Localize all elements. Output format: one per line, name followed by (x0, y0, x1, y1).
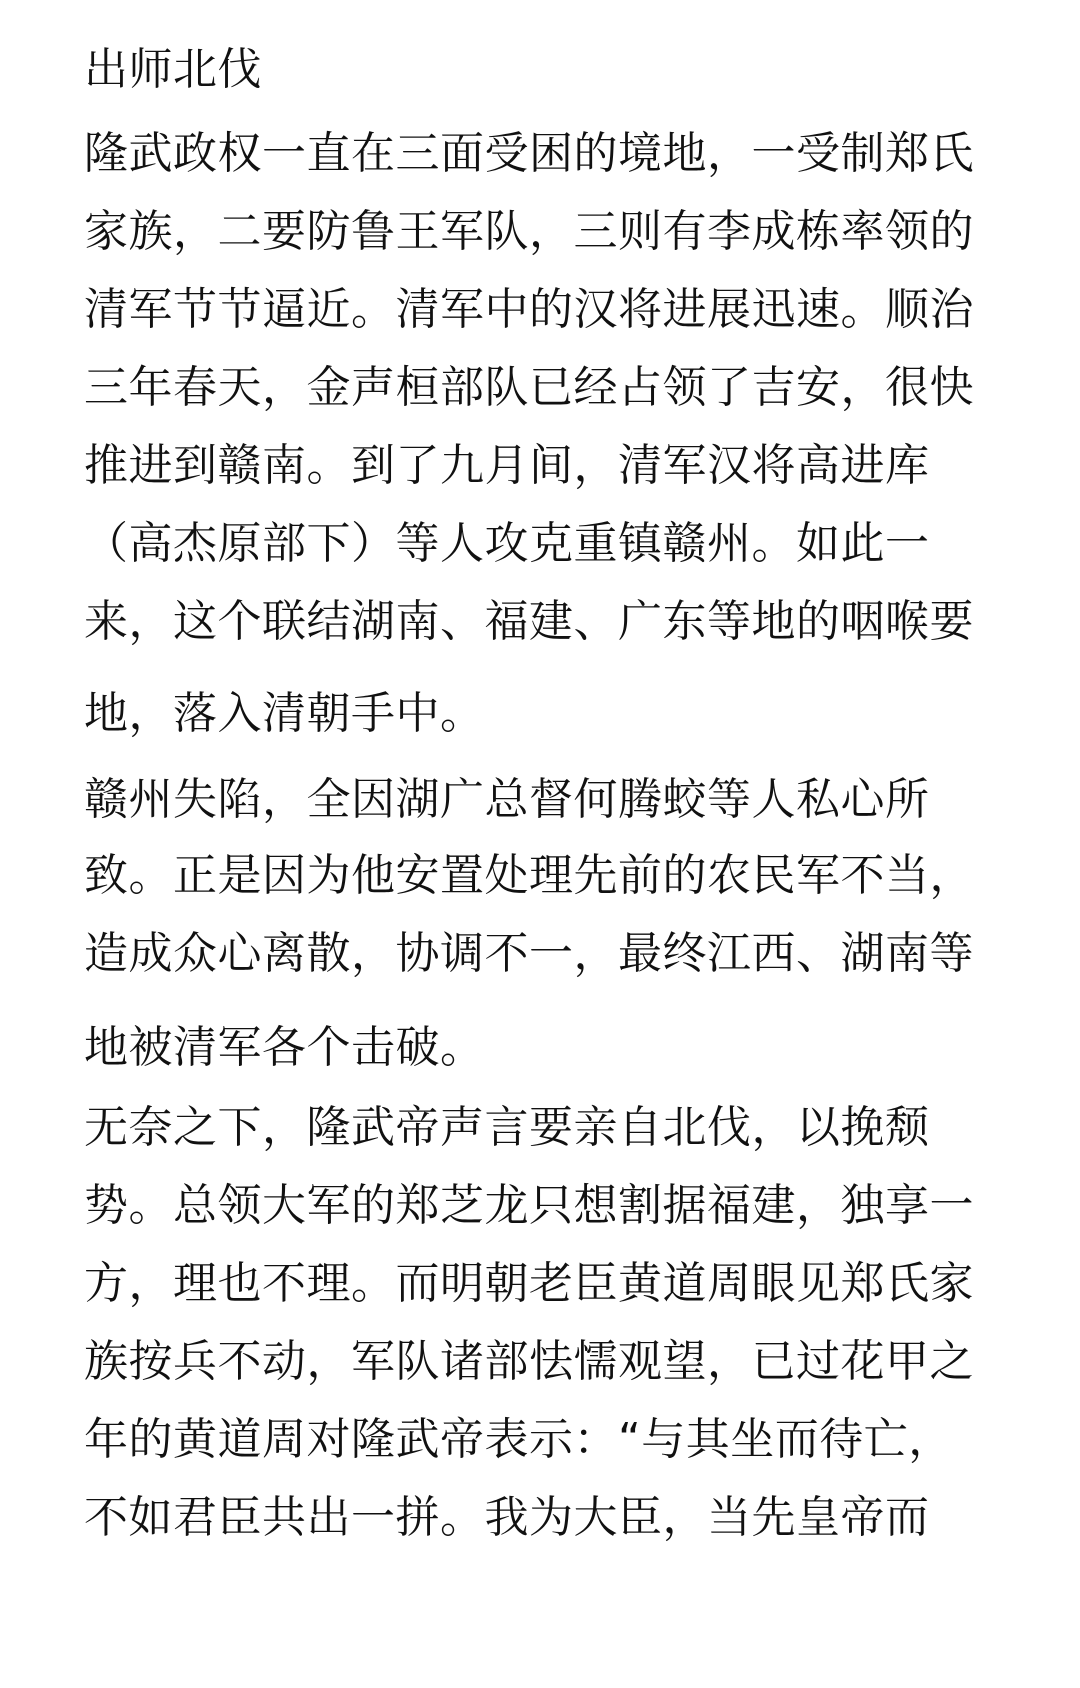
text-line-5: 推进到赣南。到了九月间，清军汉将高进库 (84, 440, 930, 491)
text-line-14: 势。总领大军的郑芝龙只想割据福建，独享一 (84, 1180, 974, 1231)
text-line-11: 造成众心离散，协调不一，最终江西、湖南等 (84, 928, 974, 979)
text-line-3: 清军节节逼近。清军中的汉将进展迅速。顺治 (84, 284, 974, 335)
text-line-16: 族按兵不动，军队诸部怯懦观望，已过花甲之 (84, 1336, 974, 1387)
text-line-9: 赣州失陷，全因湖广总督何腾蛟等人私心所 (84, 774, 930, 825)
article-title: 出师北伐 (84, 44, 262, 95)
text-line-2: 家族，二要防鲁王军队，三则有李成栋率领的 (84, 206, 974, 257)
text-line-8: 地，落入清朝手中。 (84, 688, 485, 739)
text-line-6: （高杰原部下）等人攻克重镇赣州。如此一 (84, 518, 930, 569)
text-line-13: 无奈之下，隆武帝声言要亲自北伐，以挽颓 (84, 1102, 930, 1153)
text-line-1: 隆武政权一直在三面受困的境地，一受制郑氏 (84, 128, 974, 179)
text-line-7: 来，这个联结湖南、福建、广东等地的咽喉要 (84, 596, 974, 647)
text-line-17: 年的黄道周对隆武帝表示：“与其坐而待亡， (84, 1414, 953, 1465)
text-line-12: 地被清军各个击破。 (84, 1022, 485, 1073)
text-line-15: 方，理也不理。而明朝老臣黄道周眼见郑氏家 (84, 1258, 974, 1309)
text-line-10: 致。正是因为他安置处理先前的农民军不当， (84, 850, 974, 901)
text-line-18: 不如君臣共出一拼。我为大臣，当先皇帝而 (84, 1492, 930, 1543)
text-line-4: 三年春天，金声桓部队已经占领了吉安，很快 (84, 362, 974, 413)
